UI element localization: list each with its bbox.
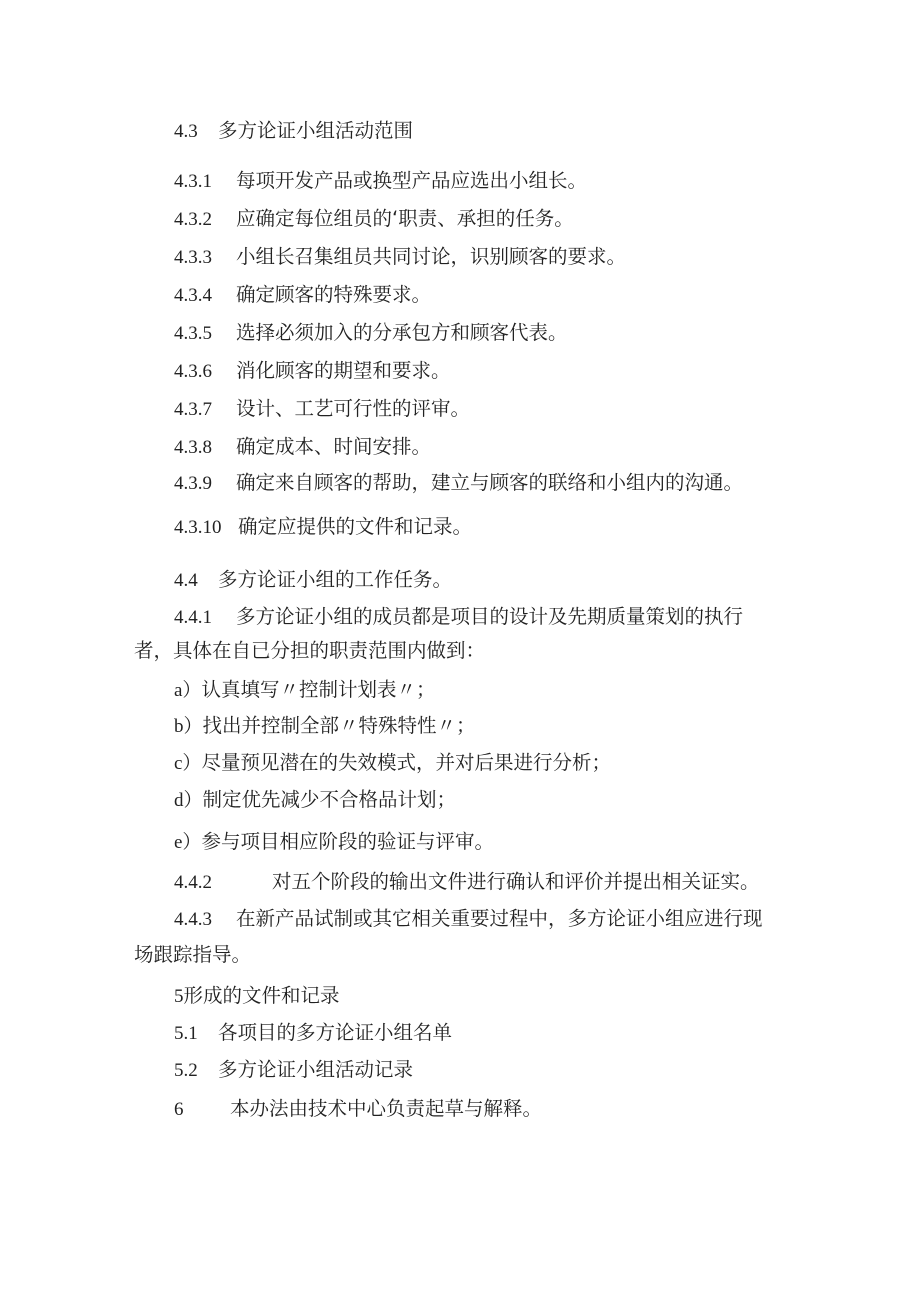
item-number: 4.3.9 — [174, 473, 212, 494]
section-heading-4-3 — [174, 118, 413, 145]
item-text: 确定顾客的特殊要求。 — [236, 283, 432, 306]
list-item — [174, 604, 743, 631]
item-number: 4.3.7 — [174, 399, 212, 420]
paragraph-continuation — [134, 942, 251, 968]
item-text: 确定成本、时间安排。 — [236, 435, 432, 458]
list-item — [174, 1057, 413, 1084]
list-item — [174, 206, 574, 233]
item-number: e） — [174, 832, 202, 853]
list-item — [174, 470, 743, 497]
item-number: 4.3.4 — [174, 285, 212, 306]
list-item — [174, 396, 470, 423]
item-number: 5.2 — [174, 1060, 198, 1081]
item-text: 在新产品试制或其它相关重要过程中，多方论证小组应进行现 — [236, 907, 763, 930]
item-text: 小组长召集组员共同讨论，识别顾客的要求。 — [236, 245, 627, 268]
list-item — [174, 282, 431, 309]
item-number: b） — [174, 716, 203, 737]
item-number: 4.3.2 — [174, 209, 212, 230]
section-text: 多方论证小组的工作任务。 — [218, 568, 453, 591]
item-number: 4.3.6 — [174, 361, 212, 382]
section-number: 4.4 — [174, 570, 198, 591]
list-item — [174, 1020, 452, 1047]
list-item — [174, 906, 763, 933]
item-text: 对五个阶段的输出文件进行确认和评价并提出相关证实。 — [272, 870, 760, 893]
item-number: a） — [174, 680, 202, 701]
item-text: 应确定每位组员的‘职责、承担的任务。 — [236, 207, 574, 230]
section-number: 6 — [174, 1099, 184, 1120]
list-item — [174, 829, 494, 856]
item-text: 各项目的多方论证小组名单 — [218, 1021, 453, 1044]
item-text: 找出并控制全部〃特殊特性〃； — [202, 714, 476, 737]
item-text: 选择必须加入的分承包方和顾客代表。 — [236, 321, 568, 344]
item-number: 4.4.2 — [174, 872, 212, 893]
section-text: 本办法由技术中心负责起草与解释。 — [230, 1097, 543, 1120]
paragraph-continuation — [134, 638, 485, 664]
item-number: 4.3.10 — [174, 517, 222, 538]
section-heading-4-4 — [174, 567, 452, 594]
list-item — [174, 168, 587, 195]
item-text: 参与项目相应阶段的验证与评审。 — [201, 830, 494, 853]
item-text: 多方论证小组的成员都是项目的设计及先期质量策划的执行 — [236, 605, 744, 628]
section-text: 多方论证小组活动范围 — [218, 119, 414, 142]
list-item — [174, 434, 431, 461]
list-item — [174, 320, 568, 347]
item-number: 4.4.3 — [174, 909, 212, 930]
item-text: 者，具体在自已分担的职责范围内做到： — [134, 639, 486, 662]
item-text: 消化顾客的期望和要求。 — [236, 359, 451, 382]
item-text: 每项开发产品或换型产品应选出小组长。 — [236, 169, 588, 192]
section-heading-6 — [174, 1096, 542, 1123]
item-text: 确定来自顾客的帮助，建立与顾客的联络和小组内的沟通。 — [236, 471, 744, 494]
list-item — [174, 869, 760, 896]
list-item — [174, 750, 611, 777]
list-item — [174, 244, 626, 271]
section-text: 形成的文件和记录 — [183, 984, 340, 1007]
item-text: 尽量预见潜在的失效模式，并对后果进行分析； — [201, 751, 611, 774]
item-text: 多方论证小组活动记录 — [218, 1058, 414, 1081]
item-number: 4.3.8 — [174, 437, 212, 458]
item-number: 4.3.1 — [174, 171, 212, 192]
item-text: 确定应提供的文件和记录。 — [238, 515, 473, 538]
list-item — [174, 677, 435, 704]
section-number: 4.3 — [174, 121, 198, 142]
list-item — [174, 514, 472, 541]
list-item — [174, 713, 476, 740]
item-number: 5.1 — [174, 1023, 198, 1044]
item-text: 场跟踪指导。 — [134, 943, 252, 966]
item-text: 认真填写〃控制计划表〃； — [201, 678, 436, 701]
item-number: c） — [174, 753, 202, 774]
item-number: d） — [174, 790, 203, 811]
section-number: 5 — [174, 986, 184, 1007]
item-text: 设计、工艺可行性的评审。 — [236, 397, 471, 420]
list-item — [174, 358, 451, 385]
item-text: 制定优先减少不合格品计划； — [202, 788, 457, 811]
item-number: 4.3.5 — [174, 323, 212, 344]
list-item — [174, 787, 456, 814]
item-number: 4.4.1 — [174, 607, 212, 628]
section-heading-5 — [174, 983, 340, 1010]
item-number: 4.3.3 — [174, 247, 212, 268]
